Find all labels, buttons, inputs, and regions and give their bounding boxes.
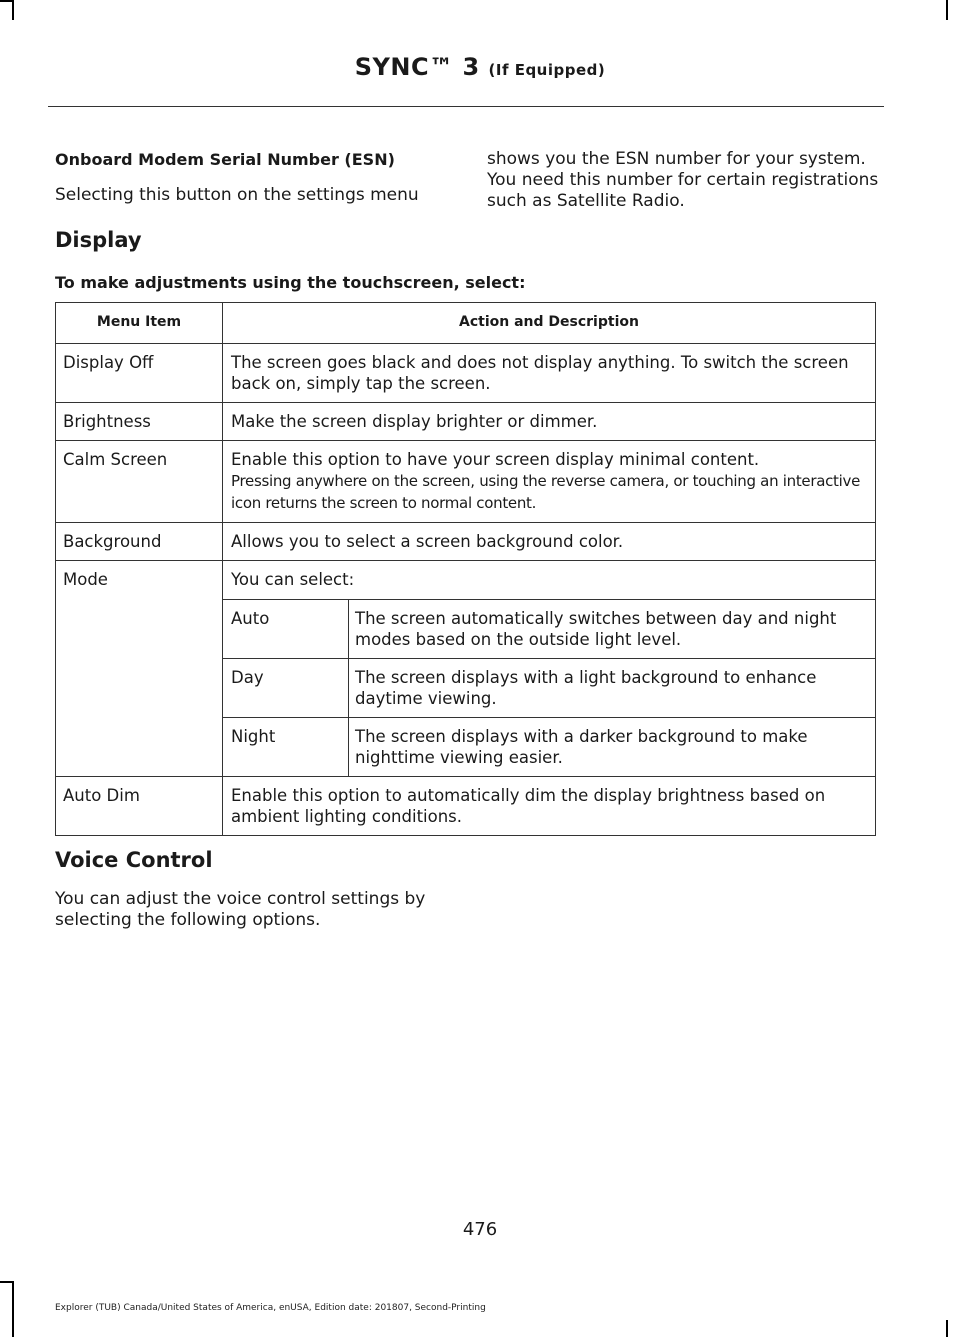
menu-item-cell: Display Off	[56, 344, 223, 403]
menu-item-cell: Auto Dim	[56, 777, 223, 836]
esn-column-right	[487, 149, 887, 212]
table-row	[56, 403, 876, 441]
description-cell: Allows you to select a screen background color.	[223, 523, 876, 561]
description-cell: Enable this option to automatically dim the display brightness based on ambient lighting conditions.	[223, 777, 876, 836]
table-row	[56, 523, 876, 561]
table-header-menu-item: Menu Item	[56, 303, 223, 344]
mode-option-description: The screen automatically switches between day and night modes based on the outside light level.	[349, 600, 876, 659]
table-row	[56, 441, 876, 523]
crop-mark	[12, 1281, 14, 1337]
page-title-suffix: (If Equipped)	[488, 61, 606, 79]
menu-item-cell: Calm Screen	[56, 441, 223, 523]
esn-text-right: shows you the ESN number for your system. You need this number for certain registrations such as Satellite Radio.	[487, 149, 879, 211]
crop-mark	[946, 1320, 948, 1337]
table-row	[56, 777, 876, 836]
description-cell	[223, 441, 876, 523]
esn-column-left	[55, 150, 455, 206]
page-title-main: SYNC™ 3	[354, 53, 480, 81]
table-row	[223, 600, 875, 659]
esn-text-left: Selecting this button on the settings menu	[55, 185, 419, 205]
mode-option-name: Auto	[223, 600, 349, 659]
menu-item-cell: Mode	[56, 561, 223, 777]
display-heading: Display	[55, 228, 142, 252]
menu-item-cell: Background	[56, 523, 223, 561]
mode-option-description: The screen displays with a darker background to make nighttime viewing easier.	[349, 718, 876, 777]
description-text-continued: Pressing anywhere on the screen, using the reverse camera, or touching an interactive icon returns the screen to normal content.	[231, 472, 860, 512]
esn-heading: Onboard Modem Serial Number (ESN)	[55, 150, 395, 169]
table-header-row	[56, 303, 876, 344]
header-divider	[48, 106, 884, 107]
display-settings-table	[55, 302, 876, 836]
description-cell: The screen goes black and does not display anything. To switch the screen back on, simply tap the screen.	[223, 344, 876, 403]
mode-options-table	[223, 599, 875, 776]
voice-control-heading: Voice Control	[55, 848, 213, 872]
crop-mark	[0, 0, 12, 2]
table-header-action: Action and Description	[223, 303, 876, 344]
mode-options-cell	[223, 561, 876, 777]
voice-control-text: You can adjust the voice control settings by selecting the following options.	[55, 889, 426, 930]
table-row	[223, 659, 875, 718]
description-text: You can select:	[231, 570, 355, 589]
page-title	[0, 53, 960, 81]
table-row	[223, 718, 875, 777]
menu-item-cell: Brightness	[56, 403, 223, 441]
page-number: 476	[462, 1219, 498, 1240]
description-cell: Make the screen display brighter or dimmer.	[223, 403, 876, 441]
crop-mark	[12, 0, 14, 20]
footer-edition-info: Explorer (TUB) Canada/United States of America, enUSA, Edition date: 201807, Second-Printing	[55, 1303, 486, 1313]
display-table-intro: To make adjustments using the touchscreen, select:	[55, 273, 526, 292]
mode-option-name: Day	[223, 659, 349, 718]
description-text: Enable this option to have your screen display minimal content.	[231, 450, 760, 469]
crop-mark	[946, 0, 948, 20]
table-row	[56, 344, 876, 403]
mode-option-description: The screen displays with a light background to enhance daytime viewing.	[349, 659, 876, 718]
table-row	[56, 561, 876, 777]
voice-control-column	[55, 889, 455, 931]
mode-option-name: Night	[223, 718, 349, 777]
